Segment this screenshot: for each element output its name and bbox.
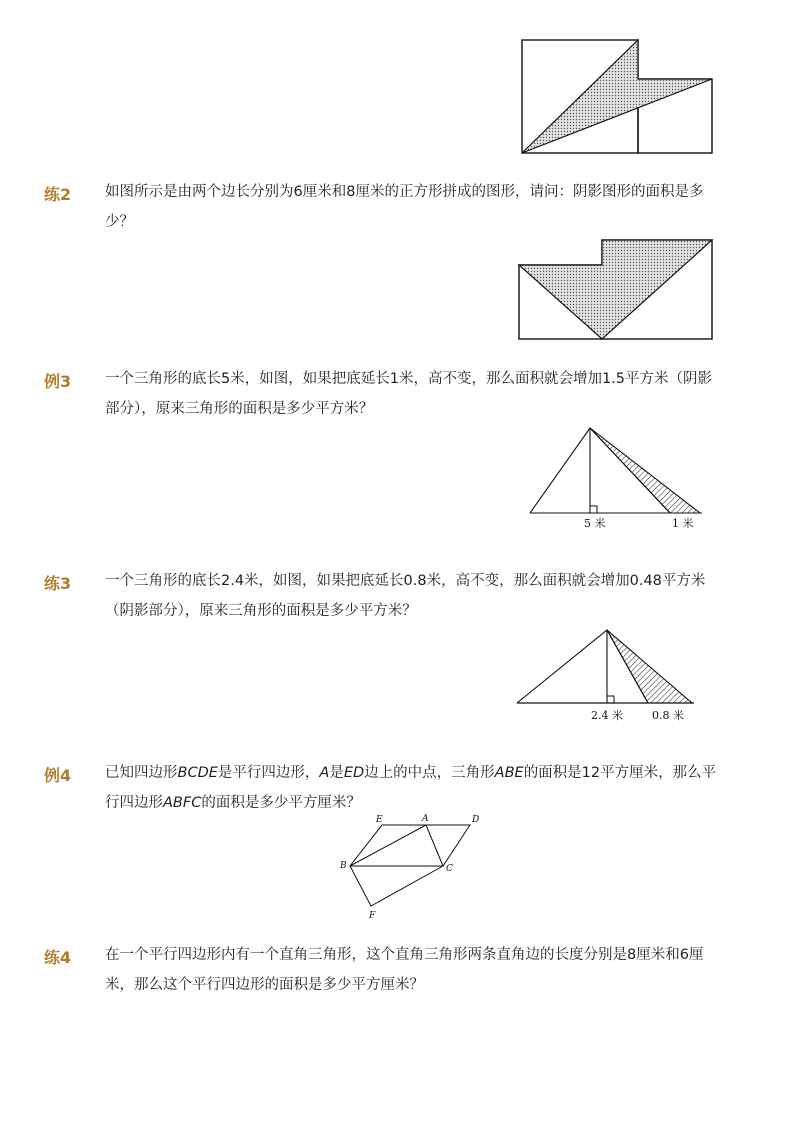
figure-parallelogram-bcde (330, 810, 490, 922)
problem-text: 一个三角形的底长2.4米，如图，如果把底延长0.8米，高不变，那么面积就会增加0.48平方米（阴影部分），原来三角形的面积是多少平方米？ (105, 573, 706, 619)
point-label-a: A (422, 814, 429, 824)
text-part: 已知四边形 (105, 765, 178, 781)
point-label-f: F (369, 911, 376, 921)
extension-label: 0.8 米 (652, 709, 684, 722)
text-part: 的面积是12平方厘米，那么平行四边形 (105, 765, 717, 811)
figure-two-squares-v-shaded (512, 234, 718, 346)
figure-squares-diagonal-shaded (515, 34, 720, 160)
problem-label: 练2 (44, 185, 72, 204)
problem-text: 在一个平行四边形内有一个直角三角形，这个直角三角形两条直角边的长度分别是8厘米和6厘米，那么这个平行四边形的面积是多少平方厘米？ (105, 947, 704, 993)
text-part: 是平行四边形， (217, 765, 320, 781)
math-var: ABE (494, 765, 524, 781)
problem-text: 如图所示是由两个边长分别为6厘米和8厘米的正方形拼成的图形，请问：阴影图形的面积是多少？ (105, 184, 704, 230)
problem-label: 练3 (44, 574, 72, 593)
math-var: ABFC (163, 795, 202, 811)
figure-triangle-2.4m-extended (505, 622, 705, 726)
point-label-c: C (446, 864, 453, 874)
point-label-d: D (472, 815, 480, 825)
math-var: ED (343, 765, 365, 781)
point-label-b: B (340, 861, 347, 871)
math-var: BCDE (177, 765, 218, 781)
math-var: A (319, 765, 330, 781)
base-label: 5 米 (584, 517, 606, 530)
text-part: 的面积是多少平方厘米？ (201, 795, 361, 811)
problem-text (105, 758, 717, 818)
problem-text: 一个三角形的底长5米，如图，如果把底延长1米，高不变，那么面积就会增加1.5平方米（阴影部分），原来三角形的面积是多少平方米？ (105, 371, 713, 417)
figure-triangle-5m-extended (520, 420, 720, 534)
problem-label: 例3 (44, 372, 72, 391)
problem-label: 练4 (44, 948, 72, 967)
problem-label: 例4 (44, 766, 72, 785)
point-label-e: E (376, 815, 383, 825)
extension-label: 1 米 (672, 517, 694, 530)
text-part: 是 (329, 765, 344, 781)
base-label: 2.4 米 (591, 709, 623, 722)
text-part: 边上的中点，三角形 (364, 765, 495, 781)
